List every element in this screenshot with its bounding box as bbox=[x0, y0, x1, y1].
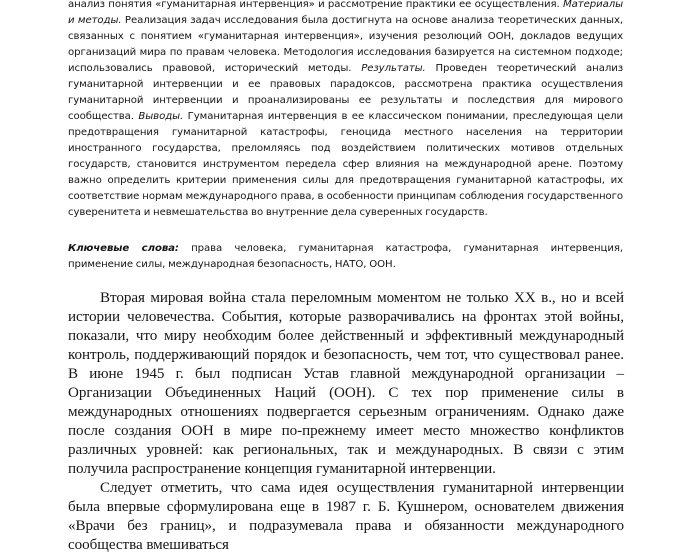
abstract-results-label: Результаты. bbox=[361, 63, 426, 74]
body-paragraph-1: Вторая мировая война стала переломным моментом не только XX в., но и всей истории человечества. События, которые разворачивались на фронтах этой войны, показали, что миру необходим более действенный и эффективный международный контроль, поддерживающий порядок и безопасность, чем тот, что существовал ранее. В июне 1945 г. был подписан Устав главной международной организации – Организации Объединенных Наций (ООН). С тех пор применение силы в международных отношениях подвергается серьезным ограничениям. Однако даже после создания ООН в мире по-прежнему имеет место множество конфликтов различных уровней: как региональных, так и международных. В связи с этим получила распространение концепция гуманитарной интервенции. bbox=[68, 290, 624, 477]
abstract-conclusions-text: Гуманитарная интервенция в ее классическом понимании, преследующая цели предотвращения гуманитарной катастрофы, геноцида местного населения на территории иностранного государства, преломляясь под воздействием политических мотивов отдельных государств, становится инструментом передела сфер влияния на международной арене. Поэтому важно определить критерии применения силы для предотвращения гуманитарной катастрофы, их соответствие нормам международного права, в особенности принципам соблюдения государственного суверенитета и невмешательства во внутренние дела суверенных государств. bbox=[68, 111, 623, 218]
body-paragraph-2: Следует отметить, что сама идея осуществления гуманитарной интервенции была впервые сформулирована еще в 1987 г. Б. Кушнером, основателем движения «Врачи без границ», и подразумевала права и обязанности международного сообщества вмешиваться bbox=[68, 480, 624, 553]
abstract-methods-text: Реализация задач исследования была достигнута на основе анализа теоретических данных, связанных с понятием «гуманитарная интервенция», изучения резолюций ООН, докладов ведущих организаций мира по правам человека. Методология исследования базируется на системном подходе; использовались правовой, исторический методы. bbox=[68, 15, 624, 74]
keywords-block bbox=[68, 241, 623, 273]
abstract-results-text: Проведен теоретический анализ гуманитарной интервенции и ее правовых парадоксов, рассмотрена практика осуществления гуманитарной интервенции и проанализированы ее результаты и последствия для мирового сообщества. bbox=[68, 63, 624, 122]
abstract-methods-label: Материалы и методы. bbox=[68, 0, 623, 26]
keywords-text: права человека, гуманитарная катастрофа, гуманитарная интервенция, применение силы, международная безопасность, НАТО, ООН. bbox=[68, 243, 623, 270]
abstract-conclusions-label: Выводы. bbox=[138, 111, 184, 122]
body-text bbox=[68, 289, 624, 555]
keywords-label: Ключевые слова: bbox=[68, 243, 179, 254]
abstract-block bbox=[68, 0, 623, 221]
abstract-intro: анализ понятия «гуманитарная интервенция» и рассмотрение практики ее осуществления. bbox=[68, 0, 560, 10]
